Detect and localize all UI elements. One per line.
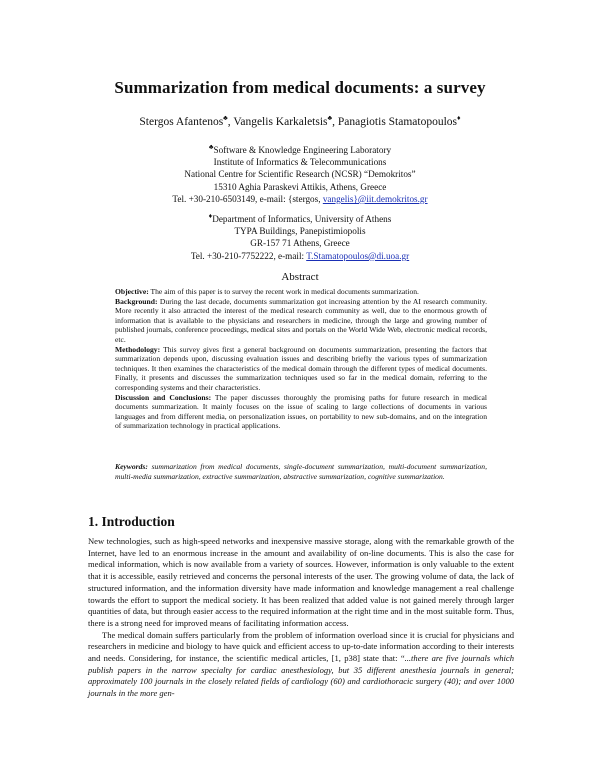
author-list <box>0 114 600 128</box>
affiliation-mark: ♦ <box>208 212 213 220</box>
affiliation-line <box>0 210 600 225</box>
intro-text: The medical domain suffers particularly from the problem of information overload since it is crucial for physicians and researchers in medicine and biology to have quick and efficient access to up-to-date information according to their interests and needs. Considering, for instance, the scientific medical articles, [1, p38] state that: “ <box>88 629 514 664</box>
affiliation-line: TYPA Buildings, Panepistimiopolis <box>234 226 366 237</box>
affiliation-line: National Centre for Scientific Research (NCSR) “Demokritos” <box>184 169 416 180</box>
abstract-label: Objective: <box>115 287 149 296</box>
author-separator: , <box>227 115 234 128</box>
abstract-paragraph <box>115 345 487 393</box>
abstract-paragraph <box>115 287 487 297</box>
abstract-text: The aim of this paper is to survey the recent work in medical documents summarization. <box>148 287 419 296</box>
keywords <box>115 462 487 481</box>
affiliation-mark: ♦ <box>457 114 461 122</box>
author-name: Panagiotis Stamatopoulos <box>337 115 458 128</box>
keywords-label: Keywords: <box>115 462 148 471</box>
intro-paragraph <box>88 630 514 700</box>
abstract-text: During the last decade, documents summarization got increasing attention by the AI research community. More recently it also attracted the interest of the medical research community as well, due to the enormous growth of information that is available to the physicians and researchers in medicine, through the large and growing number of published journals, conference proceedings, medical sites and portals on the World Wide Web, electronic medical records, etc. <box>115 296 487 344</box>
intro-paragraph: New technologies, such as high-speed networks and inexpensive massive storage, along with the remarkable growth of the Internet, have led to an enormous increase in the amount and availability of on-line documents. This is also the case for medical information, which is now available from a variety of sources. However, information is only valuable to the extent that it is accessible, easily retrieved and concerns the personal interests of the user. The growing volume of data, the lack of structured information, and the information diversity have made information and knowledge management a real challenge towards the effort to support the medical society. It has been realized that added value is not gained merely through larger quantities of data, but through easier access to the required information at the right time and in the most suitable form. Thus, there is a strong need for improved means of facilitating information access. <box>88 536 514 628</box>
affiliation-mark: ♣ <box>327 114 333 122</box>
affiliation-line: GR-157 71 Athens, Greece <box>250 238 350 249</box>
email-link[interactable]: T.Stamatopoulos@di.uoa.gr <box>306 250 410 261</box>
affiliation-contact <box>0 250 600 262</box>
abstract-label: Background: <box>115 296 158 306</box>
affiliation-line <box>0 141 600 156</box>
section-heading: 1. Introduction <box>88 514 175 529</box>
affiliation-block-2 <box>0 210 600 262</box>
affiliation-line: 15310 Aghia Paraskevi Attikis, Athens, Greece <box>213 181 387 192</box>
author-name: Vangelis Karkaletsis <box>233 115 328 128</box>
keywords-text: summarization from medical documents, single-document summarization, multi-document summarization, multi-media summarization, extractive summarization, abstractive summarization, cognitive summarization. <box>115 462 487 481</box>
abstract-label: Methodology: <box>115 344 161 354</box>
intro-quote: ...there are five journals which publish papers in the narrow specialty for cardiac anesthesiology, but 35 different anesthesia journals in general; approximately 100 journals in the closely related fields of cardiology (60) and cardiothoracic surgery (40); and over 1000 journals in the more gen- <box>88 653 514 699</box>
affiliation-mark: ♣ <box>208 143 214 151</box>
abstract-label: Discussion and Conclusions: <box>115 392 212 402</box>
abstract-paragraph <box>115 393 487 431</box>
abstract-heading: Abstract <box>281 271 319 283</box>
affiliation-text: Software & Knowledge Engineering Laboratory <box>213 145 392 156</box>
contact-text: Tel. +30-210-6503149, e-mail: {stergos, <box>172 193 323 204</box>
abstract-body <box>115 287 487 431</box>
author-separator: , <box>332 115 338 128</box>
abstract-text: This survey gives first a general background on documents summarization, presenting the factors that summarization depends upon, discussing evaluation issues and describing briefly the various types of summarization techniques. It then examines the characteristics of the medical domain through the different types of medical documents. Finally, it presents and discusses the summarization techniques used so far in the medical domain, referring to the corresponding systems and their characteristics. <box>115 344 487 392</box>
author-name: Stergos Afantenos <box>139 115 224 128</box>
affiliation-contact <box>0 193 600 205</box>
abstract-paragraph <box>115 297 487 345</box>
email-link[interactable]: vangelis}@iit.demokritos.gr <box>322 193 428 204</box>
affiliation-text: Department of Informatics, University of Athens <box>212 214 392 225</box>
introduction-body <box>88 536 514 700</box>
abstract-text: The paper discusses thoroughly the promising paths for future research in medical documents summarization. It mainly focuses on the issue of scaling to large collections of documents in various languages and from different media, on personalization issues, on portability to new sub-domains, and on the integration of summarization technology in practical applications. <box>115 392 487 431</box>
affiliation-block-1 <box>0 141 600 205</box>
affiliation-mark: ♣ <box>223 114 228 122</box>
paper-title: Summarization from medical documents: a survey <box>114 78 486 97</box>
contact-text: Tel. +30-210-7752222, e-mail: <box>190 250 307 261</box>
affiliation-line: Institute of Informatics & Telecommunications <box>213 157 387 168</box>
